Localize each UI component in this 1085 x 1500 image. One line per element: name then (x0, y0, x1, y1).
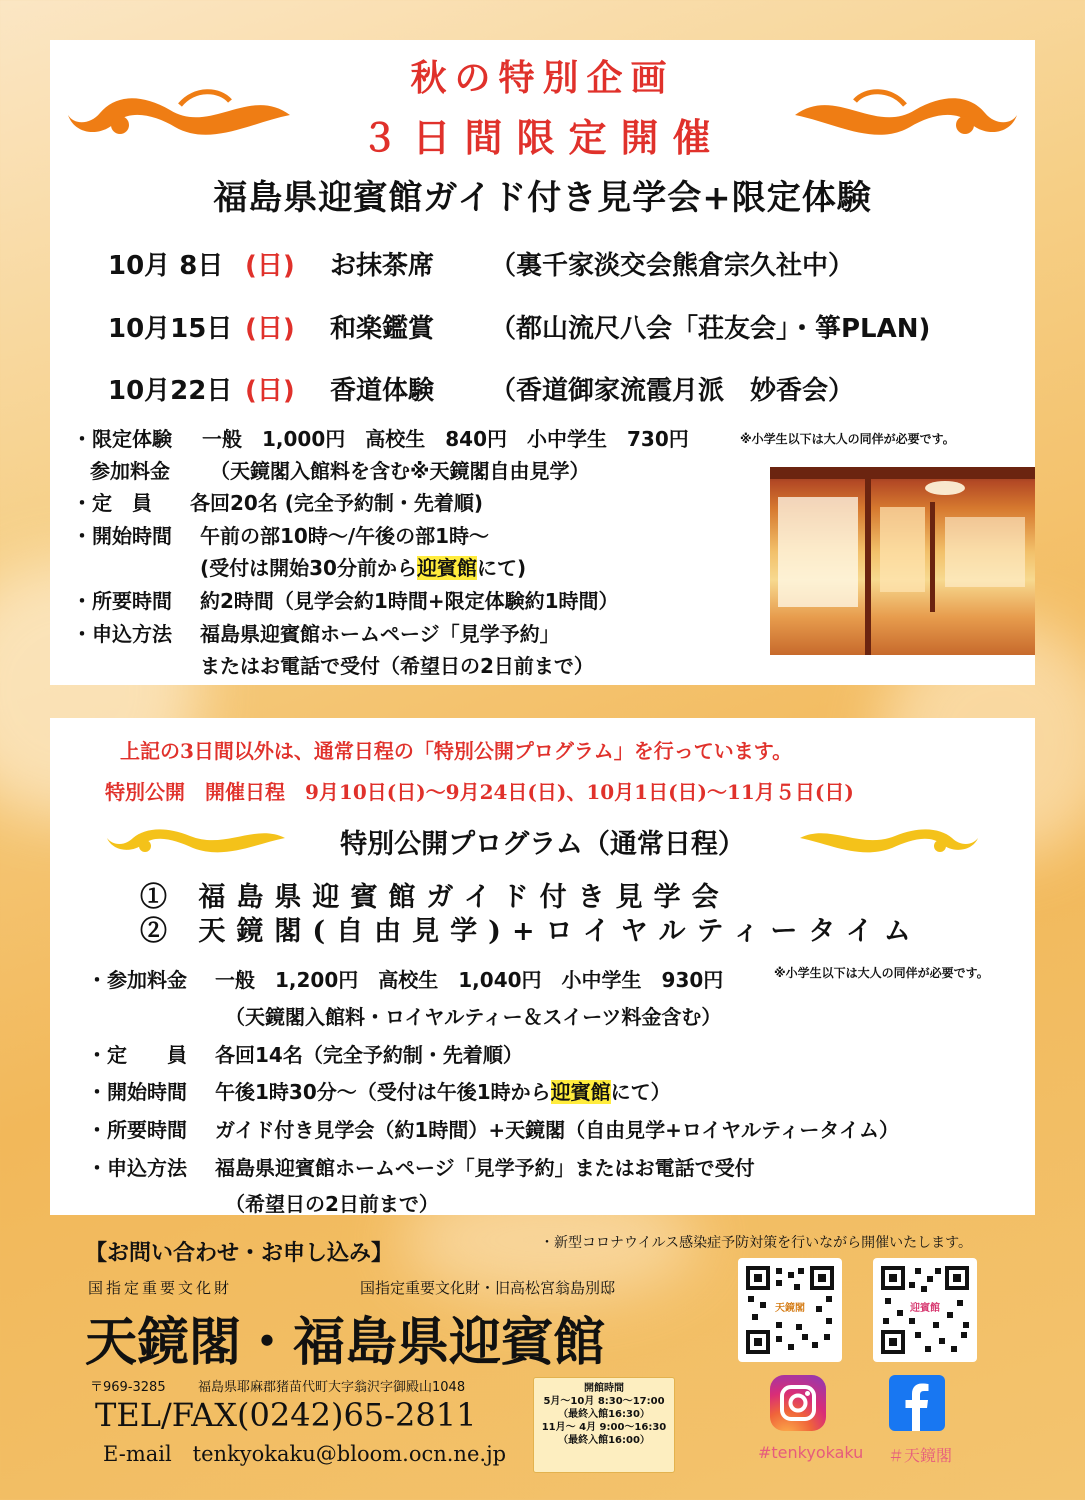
regular-item-2: ② 天鏡閣(自由見学)+ロイヤルティータイム (140, 916, 922, 947)
schedule-program-1: お抹茶席 (330, 251, 435, 281)
instagram-icon[interactable] (770, 1375, 826, 1431)
autumn-special-title: 秋の特別企画 (410, 57, 675, 99)
regular-capacity: 各回14名（完全予約制・先着順） (215, 1043, 523, 1067)
limited-capacity: 各回20名 (完全予約制・先着順) (190, 491, 484, 515)
regular-fee-include: （天鏡閣入館料・ロイヤルティー＆スイーツ料金含む） (225, 1005, 722, 1029)
tenkyokaku-qr-code[interactable] (738, 1258, 842, 1362)
postal-code: 〒969-3285 (90, 1380, 166, 1395)
limited-start: 午前の部10時～/午後の部1時～ (200, 524, 490, 548)
facebook-glyph-icon (889, 1375, 945, 1431)
regular-program-panel (50, 718, 1035, 1215)
regular-dates: 特別公開 開催日程 9月10日(日)～9月24日(日)、10月1日(日)～11月５日(日) (105, 780, 854, 804)
schedule-program-2: 和楽鑑賞 (330, 314, 435, 344)
regular-start: 午後1時30分～（受付は午後1時から迎賓館にて） (215, 1080, 671, 1104)
opening-hours-box (533, 1377, 675, 1473)
hours-title: 開館時間 (584, 1383, 624, 1394)
regular-apply: 福島県迎賓館ホームページ「見学予約」またはお電話で受付 (215, 1156, 755, 1180)
hashtag-tenkyokaku-jp[interactable]: ＃天鏡閣 (888, 1446, 953, 1465)
facebook-icon[interactable] (889, 1375, 945, 1431)
regular-fee-values: 一般 1,200円 高校生 1,040円 小中学生 930円 (215, 968, 724, 992)
limited-apply-label: ・申込方法 (72, 622, 172, 646)
regular-item-1: ① 福島県迎賓館ガイド付き見学会 (140, 882, 730, 913)
covid-notice: ・新型コロナウイルス感染症予防対策を行いながら開催いたします。 (540, 1235, 973, 1251)
regular-capacity-label: ・定 員 (87, 1043, 187, 1067)
limited-event-panel (50, 40, 1035, 685)
schedule-date-1: 10月 8日 (108, 251, 224, 281)
limited-start-note: (受付は開始30分前から迎賓館にて) (200, 556, 527, 580)
schedule-day-1: (日) (245, 251, 295, 281)
qr-label-geihinkan: 迎賓館 (903, 1300, 947, 1318)
venue-name: 天鏡閣・福島県迎賓館 (85, 1312, 606, 1373)
hours-winter: 11月～ 4月 9:00～16:30 (541, 1422, 667, 1433)
three-day-title: ３日間限定開催 (360, 115, 725, 160)
hashtag-tenkyokaku[interactable]: #tenkyokaku (758, 1443, 864, 1462)
schedule-date-3: 10月22日 (108, 376, 233, 406)
tour-subtitle: 福島県迎賓館ガイド付き見学会+限定体験 (213, 178, 872, 218)
schedule-day-3: (日) (245, 376, 295, 406)
regular-title: 特別公開プログラム（通常日程） (340, 829, 745, 860)
geihinkan-qr-code[interactable] (873, 1258, 977, 1362)
regular-duration-label: ・所要時間 (87, 1118, 187, 1142)
japanese-room-photo (770, 467, 1035, 655)
schedule-program-3: 香道体験 (330, 376, 435, 406)
regular-apply-2: （希望日の2日前まで） (225, 1192, 439, 1216)
schedule-group-1: （裏千家淡交会熊倉宗久社中） (490, 251, 855, 281)
hours-summer-last: （最終入館16:30） (558, 1409, 650, 1420)
regular-fee-label: ・参加料金 (87, 968, 187, 992)
regular-start-label: ・開始時間 (87, 1080, 187, 1104)
hours-summer: 5月～10月 8:30～17:00 (543, 1396, 665, 1407)
schedule-group-3: （香道御家流霞月派 妙香会） (490, 376, 855, 406)
venue-subtitle-2: 国指定重要文化財・旧高松宮翁島別邸 (360, 1279, 616, 1297)
limited-fee-label: ・限定体験 (72, 427, 172, 451)
schedule-day-2: (日) (245, 314, 295, 344)
limited-capacity-label: ・定 員 (72, 491, 152, 515)
regular-duration: ガイド付き見学会（約1時間）+天鏡閣（自由見学+ロイヤルティータイム） (215, 1118, 900, 1142)
limited-fee-note: ※小学生以下は大人の同伴が必要です。 (740, 432, 955, 446)
regular-fee-note: ※小学生以下は大人の同伴が必要です。 (774, 966, 989, 980)
email-address[interactable]: E-mail tenkyokaku@bloom.ocn.ne.jp (103, 1442, 507, 1466)
venue-subtitle-1: 国指定重要文化財 (88, 1279, 233, 1297)
schedule-date-2: 10月15日 (108, 314, 233, 344)
phone-number[interactable]: TEL/FAX(0242)65-2811 (95, 1396, 477, 1434)
address: 福島県耶麻郡猪苗代町大字翁沢字御殿山1048 (198, 1380, 466, 1395)
limited-start-label: ・開始時間 (72, 524, 172, 548)
limited-apply-2: またはお電話で受付（希望日の2日前まで） (200, 654, 594, 678)
limited-duration: 約2時間（見学会約1時間+限定体験約1時間） (200, 589, 619, 613)
contact-heading: 【お問い合わせ・お申し込み】 (85, 1241, 394, 1266)
schedule-group-2: （都山流尺八会「荘友会」・箏PLAN) (490, 314, 931, 344)
regular-intro: 上記の3日間以外は、通常日程の「特別公開プログラム」を行っています。 (120, 739, 793, 763)
limited-fee-values: 一般 1,000円 高校生 840円 小中学生 730円 (202, 427, 689, 451)
instagram-glyph-icon (770, 1375, 826, 1431)
limited-apply: 福島県迎賓館ホームページ「見学予約」 (200, 622, 560, 646)
qr-label-tenkyokaku: 天鏡閣 (768, 1300, 812, 1318)
limited-fee-label-2: 参加料金 (90, 459, 170, 483)
regular-apply-label: ・申込方法 (87, 1156, 187, 1180)
limited-duration-label: ・所要時間 (72, 589, 172, 613)
limited-fee-include: （天鏡閣入館料を含む※天鏡閣自由見学） (210, 459, 590, 483)
hours-winter-last: （最終入館16:00） (558, 1435, 650, 1446)
